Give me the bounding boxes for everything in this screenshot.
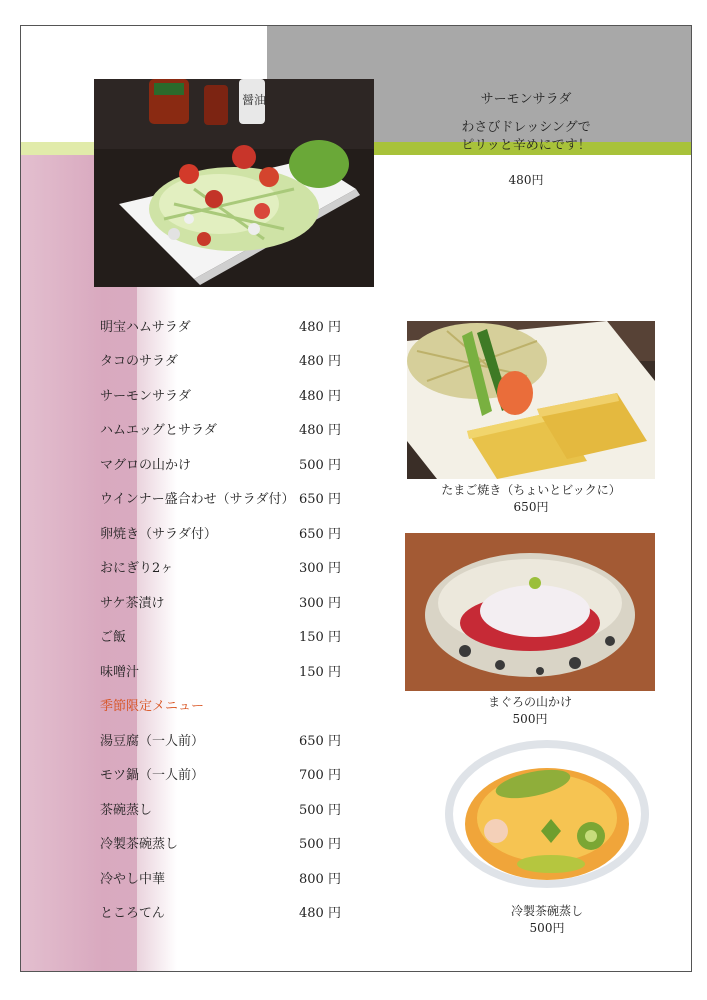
menu-item-name: 明宝ハムサラダ [100, 320, 191, 335]
seasonal-menu-heading: 季節限定メニュー [100, 699, 205, 714]
menu-item-price: 300 円 [299, 561, 341, 576]
menu-item [100, 523, 360, 543]
menu-item-name: 茶碗蒸し [100, 803, 153, 818]
chilled-chawanmushi-photo [441, 736, 653, 901]
caption-price: 500円 [512, 712, 548, 726]
chilled-chawanmushi-image [441, 736, 653, 901]
menu-item-name: サケ茶漬け [100, 596, 165, 611]
maguro-yamakake-photo [405, 533, 655, 691]
menu-item-price: 650 円 [299, 527, 341, 542]
menu-item-name: モツ鍋（一人前） [100, 768, 205, 783]
menu-item-price: 700 円 [299, 768, 341, 783]
featured-item-name: サーモンサラダ [480, 92, 572, 107]
featured-item-description-line1: わさびドレッシングで [461, 120, 591, 135]
menu-item-price: 480 円 [299, 906, 341, 921]
menu-item [100, 350, 360, 370]
seasonal-menu-item [100, 764, 360, 784]
menu-item [100, 661, 360, 681]
caption-price: 650円 [513, 500, 549, 514]
menu-item [100, 488, 360, 508]
menu-item-name: おにぎり2ヶ [100, 561, 174, 576]
menu-item-price: 800 円 [299, 872, 341, 887]
menu-item [100, 316, 360, 336]
salmon-salad-image [94, 79, 374, 287]
seasonal-menu-item [100, 902, 360, 922]
tamagoyaki-photo [407, 321, 655, 479]
featured-item [401, 91, 651, 189]
menu-item-name: 味噌汁 [100, 665, 140, 680]
menu-item-price: 500 円 [299, 458, 341, 473]
menu-item-price: 480 円 [299, 389, 341, 404]
menu-item-name: 湯豆腐（一人前） [100, 734, 205, 749]
menu-item-name: マグロの山かけ [100, 458, 192, 473]
salmon-salad-photo [94, 79, 374, 287]
menu-item [100, 592, 360, 612]
menu-item-name: ハムエッグとサラダ [100, 423, 217, 438]
menu-item-price: 150 円 [299, 665, 341, 680]
seasonal-menu-item [100, 868, 360, 888]
menu-item-price: 480 円 [299, 320, 341, 335]
menu-item-price: 150 円 [299, 630, 341, 645]
featured-item-description-line2: ピリッと辛めにです！ [461, 138, 591, 153]
menu-item-name: 冷やし中華 [100, 872, 166, 887]
menu-item-price: 500 円 [299, 837, 341, 852]
menu-item-price: 480 円 [299, 354, 341, 369]
menu-item-name: ウインナー盛合わせ（サラダ付） [100, 492, 295, 507]
chilled-chawanmushi-caption [441, 903, 653, 937]
featured-item-price: 480円 [508, 173, 544, 187]
menu-item [100, 454, 360, 474]
menu-item [100, 419, 360, 439]
menu-item-name: サーモンサラダ [100, 389, 191, 404]
caption-name: たまご焼き（ちょいとビックに） [441, 483, 621, 497]
menu-item [100, 557, 360, 577]
seasonal-menu-item [100, 730, 360, 750]
menu-item-name: ご飯 [100, 630, 127, 645]
menu-item-name: タコのサラダ [100, 354, 178, 369]
tamagoyaki-caption [407, 482, 655, 516]
maguro-yamakake-caption [405, 694, 655, 728]
seasonal-menu-item [100, 799, 360, 819]
caption-price: 500円 [529, 921, 565, 935]
caption-name: 冷製茶碗蒸し [510, 904, 583, 918]
menu-item-price: 300 円 [299, 596, 341, 611]
menu-item-price: 650 円 [299, 492, 341, 507]
menu-item-name: 卵焼き（サラダ付） [100, 527, 217, 542]
menu-page [20, 25, 692, 972]
soy-sauce-label: 醤油 [242, 93, 267, 107]
seasonal-menu-item [100, 833, 360, 853]
menu-item-price: 500 円 [299, 803, 341, 818]
menu-item [100, 385, 360, 405]
menu-item-name: ところてん [100, 906, 165, 921]
menu-item-price: 480 円 [299, 423, 341, 438]
menu-item-price: 650 円 [299, 734, 341, 749]
maguro-yamakake-image [405, 533, 655, 691]
menu-item-name: 冷製茶碗蒸し [100, 837, 179, 852]
caption-name: まぐろの山かけ [487, 695, 572, 709]
menu-item [100, 626, 360, 646]
tamagoyaki-image [407, 321, 655, 479]
